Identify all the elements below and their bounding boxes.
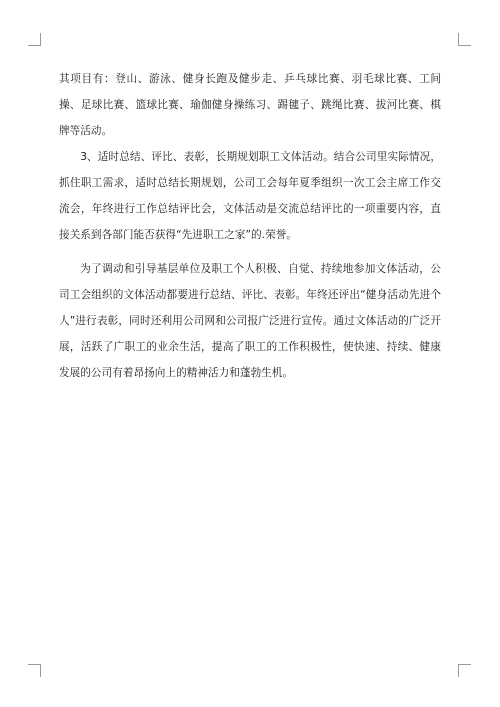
paragraph-activity-list: 其项目有：登山、游泳、健身长跑及健步走、乒乓球比赛、羽毛球比赛、工间操、足球比赛、篮球比赛、瑜伽健身操练习、踢毽子、跳绳比赛、拔河比赛、棋牌等活动。	[59, 73, 441, 137]
paragraph-summary-evaluation: 3、适时总结、评比、表彰，长期规划职工文体活动。结合公司里实际情况，抓住职工需求，适时总结长期规划，公司工会每年夏季组织一次工会主席工作交流会，年终进行工作总结评比会，文体活动是交流总结评比的一项重要内容，直接关系到各部门能否获得“先进职工之家”的.荣誉。	[59, 151, 441, 241]
crop-mark-top-right	[458, 33, 471, 46]
paragraph-commendation: 为了调动和引导基层单位及职工个人积极、自觉、持续地参加文体活动，公司工会组织的文体活动都要进行总结、评比、表彰。年终还评出“健身活动先进个人”进行表彰，同时还利用公司网和公司报广泛进行宣传。通过文体活动的广泛开展，活跃了广职工的业余生活，提高了职工的工作积极性，使快速、持续、健康发展的公司有着昂扬向上的精神活力和蓬勃生机。	[59, 263, 441, 379]
crop-mark-bottom-right	[458, 664, 471, 677]
crop-mark-top-left	[28, 33, 41, 46]
document-body	[59, 66, 441, 386]
crop-mark-bottom-left	[28, 664, 41, 677]
